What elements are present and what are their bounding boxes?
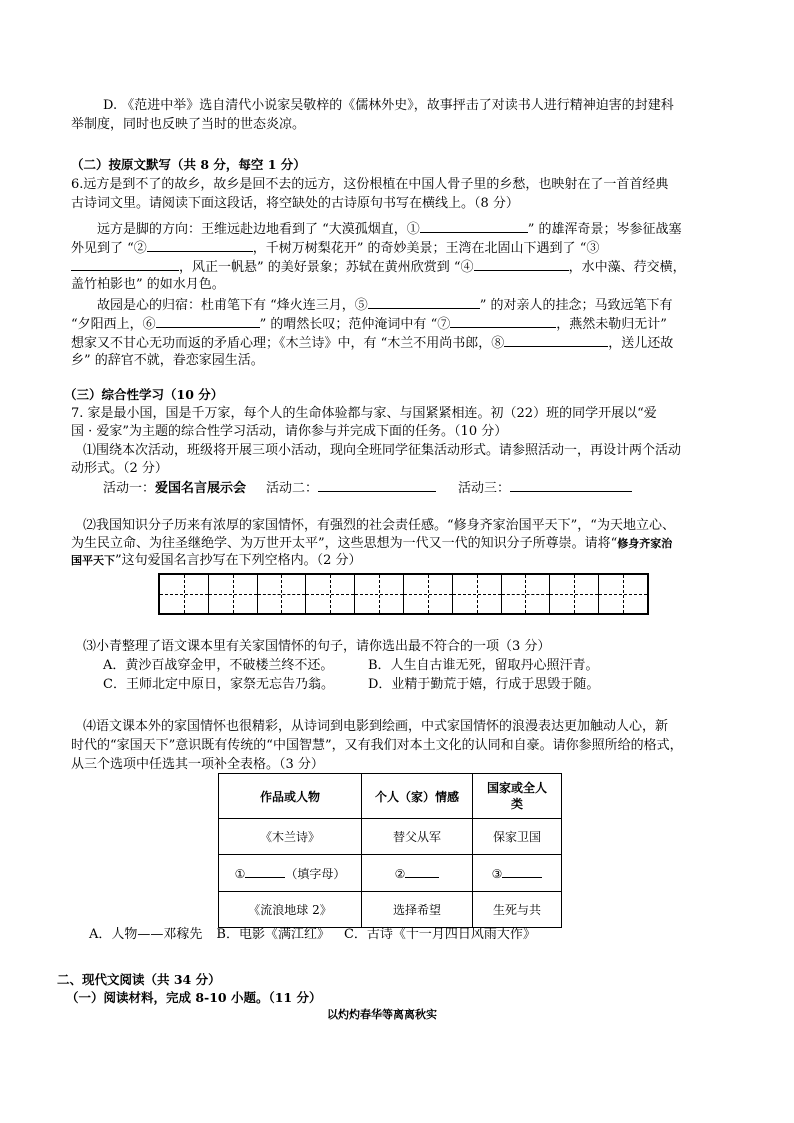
activity3-label: 活动三：	[458, 481, 511, 496]
q7-intro-line1: 7. 家是最小国，国是千万家，每个人的生命体验都与家、与国紧紧相连。初（22）班的同学开展以“爱	[71, 406, 657, 421]
grid-cell[interactable]	[257, 575, 306, 613]
q7-2-line1: ⑵我国知识分子历来有浓厚的家国情怀，有强烈的社会责任感。“修身齐家治国平天下”，“为天地立心、	[83, 518, 675, 533]
table-cell: 生死与共	[473, 892, 562, 928]
table-cell: 保家卫国	[473, 819, 562, 855]
q6-para1-line1	[97, 219, 682, 239]
table-header: 个人（家）情感	[362, 774, 473, 819]
q7-2-line3	[71, 552, 362, 570]
activity1-label: 活动一：	[103, 481, 156, 496]
blank-5[interactable]	[368, 295, 480, 309]
q6-para2-line1	[97, 295, 673, 315]
q7-2-line2	[71, 535, 672, 553]
q6-intro-line2: 古诗词文里。请阅读下面这段话，将空缺处的古诗原句书写在横线上。（8 分）	[71, 196, 519, 211]
text: 故园是心的归宿：杜甫笔下有 “烽火连三月，⑤	[97, 298, 368, 313]
part-2-heading: 二、现代文阅读（共 34 分）	[57, 972, 221, 987]
blank-1[interactable]	[420, 219, 528, 233]
answer-blank-3[interactable]	[502, 865, 542, 878]
option-c[interactable]: C．王师北定中原日，家祭无忘告乃翁。	[103, 677, 334, 692]
option-b[interactable]: B．人生自古谁无死，留取丹心照汗青。	[368, 658, 599, 673]
quote-highlight: 国平天下	[71, 554, 115, 567]
blank-2[interactable]	[147, 238, 253, 252]
answer-blank-1[interactable]	[245, 865, 285, 878]
activity2-label: 活动二：	[266, 481, 319, 496]
text: 外见到了 “②	[71, 241, 147, 256]
q7-intro-line2: 国 · 爱家”为主题的综合性学习活动，请你参与并完成下面的任务。（10 分）	[71, 424, 508, 439]
grid-cell[interactable]	[160, 575, 208, 613]
q7-1-activities	[103, 478, 632, 498]
text: 为生民立命、为往圣继绝学、为万世开太平”，这些思想为一代又一代的知识分子所尊崇。请将“	[71, 536, 618, 551]
q5-option-d-line2: 举制度，同时也反映了当时的世态炎凉。	[71, 117, 306, 132]
table-cell: 替父从军	[362, 819, 473, 855]
text: 远方是脚的方向：王维远赴边地看到了 “大漠孤烟直，①	[97, 222, 420, 237]
text: “夕阳西上，⑥	[71, 317, 156, 332]
text: ，水中藻、荇交横，	[568, 260, 686, 275]
answer-blank-2[interactable]	[405, 865, 439, 878]
label: ①	[234, 866, 246, 881]
grid-cell[interactable]	[208, 575, 257, 613]
blank-6[interactable]	[156, 314, 260, 328]
text: ” 的雄浑奇景；岑参征战塞	[527, 222, 682, 237]
q7-4-line3: 从三个选项中任选其一项补全表格。（3 分）	[71, 757, 324, 772]
header-text: 国家或全人类	[486, 781, 547, 811]
activity2-blank[interactable]	[318, 478, 436, 492]
choice-b[interactable]: B．电影《满江红》	[216, 927, 330, 942]
text: ” 的对亲人的挂念；马致远笔下有	[479, 298, 673, 313]
quote-highlight: 修身齐家治	[617, 537, 673, 550]
grid-cell[interactable]	[598, 575, 647, 613]
choice-c[interactable]: C．古诗《十一月四日风雨大作》	[343, 927, 536, 942]
q5-option-d-line1: D. 《范进中举》选自清代小说家吴敬梓的《儒林外史》，故事抨击了对读书人进行精神迫害的封建科	[103, 98, 674, 113]
table-cell[interactable]	[473, 855, 562, 892]
table-cell[interactable]	[219, 855, 362, 892]
label: ③	[491, 867, 503, 881]
activity1-value: 爱国名言展示会	[155, 481, 247, 496]
label: ②	[394, 867, 406, 881]
part-2-sub1: （一）阅读材料，完成 8-10 小题。（11 分）	[66, 990, 322, 1005]
text: ” 的喟然长叹；范仲淹词中有 “⑦	[259, 317, 451, 332]
table-cell: 《流浪地球 2》	[219, 892, 362, 928]
grid-cell[interactable]	[452, 575, 501, 613]
table-choices	[89, 926, 536, 944]
table-row	[219, 819, 562, 855]
table-cell[interactable]	[362, 855, 473, 892]
q6-para2-line2	[71, 314, 667, 334]
choice-a[interactable]: A．人物——邓稼先	[89, 927, 203, 942]
hint: （填字母）	[285, 866, 346, 881]
option-a[interactable]: A．黄沙百战穿金甲，不破楼兰终不还。	[103, 658, 334, 673]
table-cell: 《木兰诗》	[219, 819, 362, 855]
article-title: 以灼灼春华等离离秋实	[327, 1008, 437, 1021]
q7-3-prompt: ⑶小青整理了语文课本里有关家国情怀的句子，请你选出最不符合的一项（3 分）	[83, 639, 551, 654]
q6-para1-line4: 盖竹柏影也” 的如水月色。	[71, 277, 225, 292]
option-d[interactable]: D．业精于勤荒于嬉，行成于思毁于随。	[368, 677, 600, 692]
grid-cell[interactable]	[549, 575, 598, 613]
grid-cell[interactable]	[501, 575, 550, 613]
section-2-heading: （二）按原文默写（共 8 分，每空 1 分）	[71, 157, 306, 172]
grid-cell[interactable]	[403, 575, 452, 613]
blank-8[interactable]	[504, 333, 608, 347]
writing-grid[interactable]	[158, 573, 649, 615]
blank-3[interactable]	[71, 257, 179, 271]
q6-para2-line3	[71, 333, 673, 353]
table-header	[473, 774, 562, 819]
q7-1-line2: 动形式。（2 分）	[71, 461, 168, 476]
table-row	[219, 855, 562, 892]
text: ”这句爱国名言抄写在下列空格内。（2 分）	[115, 553, 362, 568]
q7-4-line2: 时代的“家国天下”意识既有传统的“中国智慧”，又有我们对本土文化的认同和自豪。请你参照所给的格式，	[71, 738, 683, 753]
q6-para2-line4: 乡” 的辞官不就，眷恋家园生活。	[71, 353, 264, 368]
text: 想家又不甘心无功而返的矛盾心理；《木兰诗》中，有 “木兰不用尚书郎，⑧	[71, 336, 505, 351]
q6-para1-line3	[71, 257, 686, 277]
text: ，送儿还故	[608, 336, 674, 351]
text: ，燕然未勒归无计”	[556, 317, 667, 332]
q7-1-line1: ⑴围绕本次活动，班级将开展三项小活动，现向全班同学征集活动形式。请参照活动一，再设计两个活动	[83, 443, 682, 458]
activity3-blank[interactable]	[510, 478, 632, 492]
q7-4-line1: ⑷语文课本外的家国情怀也很精彩，从诗词到电影到绘画，中式家国情怀的浪漫表达更加触动人心，新	[83, 719, 669, 734]
emotion-table	[218, 773, 562, 928]
q6-intro-line1: 6.远方是到不了的故乡，故乡是回不去的远方，这份根植在中国人骨子里的乡愁，也映射在了一首首经典	[71, 177, 669, 192]
blank-7[interactable]	[450, 314, 556, 328]
blank-4[interactable]	[474, 257, 569, 271]
q6-para1-line2	[71, 238, 599, 258]
text: ，千树万树梨花开” 的奇妙美景；王湾在北固山下遇到了 “③	[252, 241, 600, 256]
grid-cell[interactable]	[354, 575, 403, 613]
grid-cell[interactable]	[305, 575, 354, 613]
table-header-row	[219, 774, 562, 819]
table-header: 作品或人物	[219, 774, 362, 819]
section-3-heading: （三）综合性学习（10 分）	[64, 387, 224, 402]
table-cell: 选择希望	[362, 892, 473, 928]
table-row	[219, 892, 562, 928]
text: ，风正一帆悬” 的美好景象；苏轼在黄州欣赏到 “④	[179, 260, 474, 275]
